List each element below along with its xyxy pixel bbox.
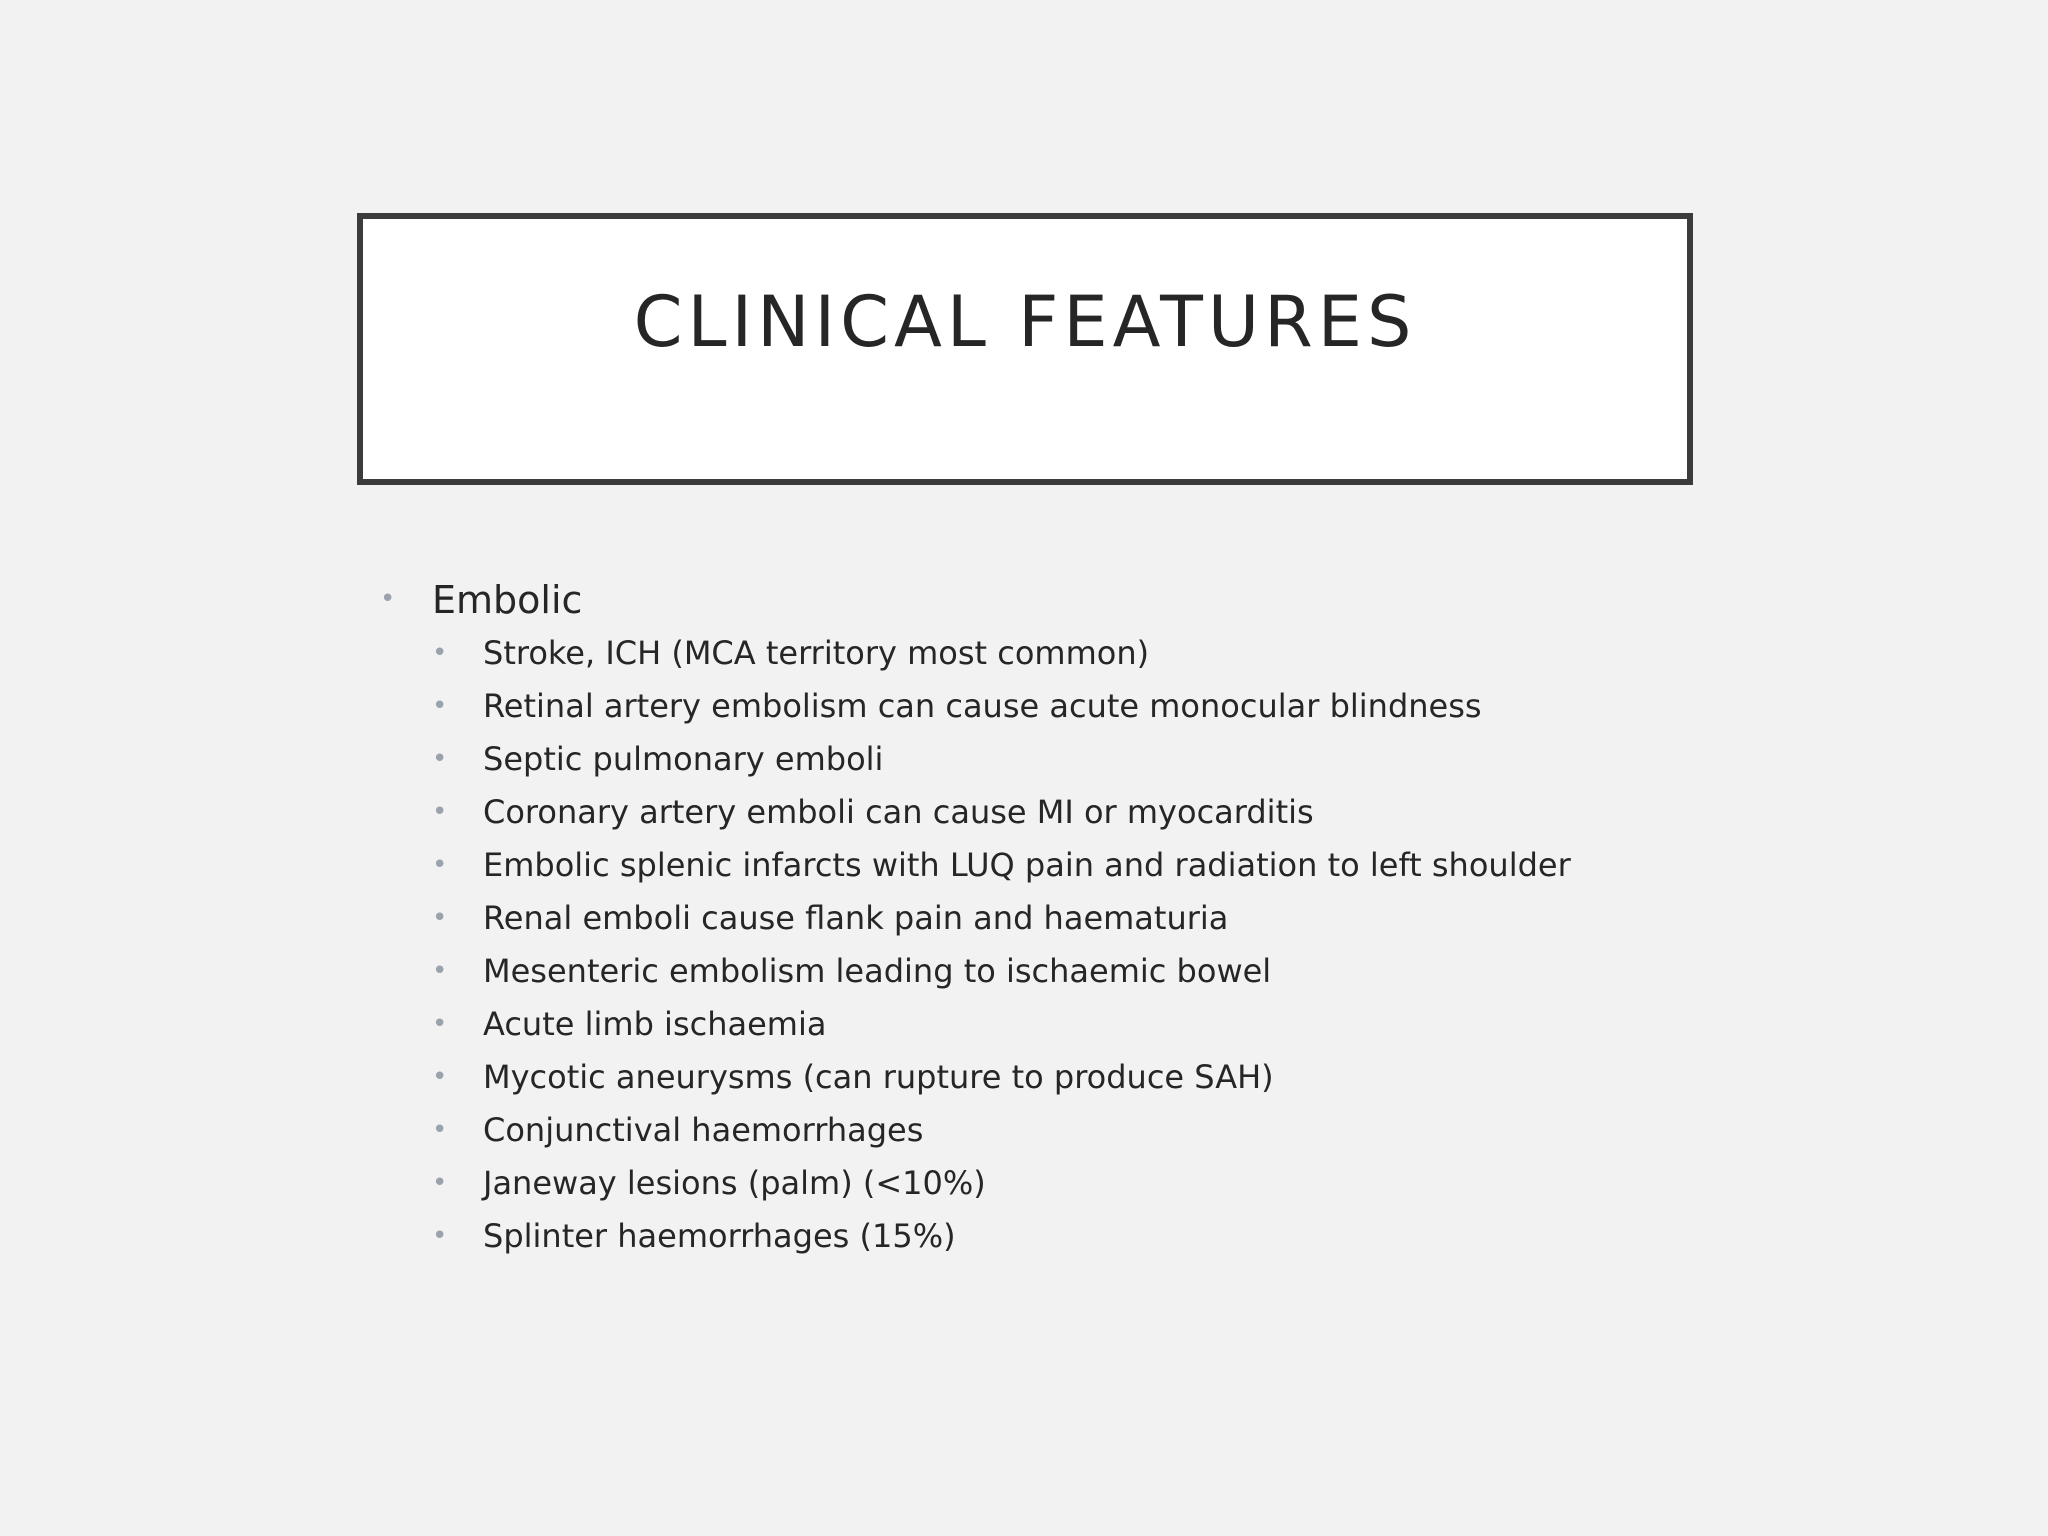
list-item (380, 734, 1780, 787)
title-box (357, 213, 1693, 485)
bullet-dot-icon: • (432, 1062, 448, 1092)
slide-title: CLINICAL FEATURES (633, 281, 1417, 363)
bullet-dot-icon: • (432, 903, 448, 933)
list-item (380, 999, 1780, 1052)
list-item-text: Janeway lesions (palm) (<10%) (483, 1164, 986, 1202)
list-item-text: Stroke, ICH (MCA territory most common) (483, 634, 1150, 672)
list-item-text: Acute limb ischaemia (483, 1005, 827, 1043)
bullet-dot-icon: • (432, 797, 448, 827)
bullet-dot-icon: • (432, 1168, 448, 1198)
sub-bullet-list (380, 628, 1780, 1264)
bullet-dot-icon: • (432, 1221, 448, 1251)
bullet-dot-icon: • (432, 638, 448, 668)
list-item (380, 1052, 1780, 1105)
list-item (380, 787, 1780, 840)
list-item-text: Renal emboli cause flank pain and haematuria (483, 899, 1229, 937)
bullet-dot-icon: • (380, 584, 396, 614)
bullet-dot-icon: • (432, 956, 448, 986)
list-item (380, 681, 1780, 734)
list-item-text: Retinal artery embolism can cause acute monocular blindness (483, 687, 1482, 725)
list-item (380, 946, 1780, 999)
list-item (380, 628, 1780, 681)
bullet-dot-icon: • (432, 850, 448, 880)
bullet-dot-icon: • (432, 1115, 448, 1145)
list-item-text: Embolic splenic infarcts with LUQ pain and radiation to left shoulder (483, 846, 1571, 884)
bullet-list (380, 572, 1780, 1264)
bullet-dot-icon: • (432, 744, 448, 774)
list-item-text: Splinter haemorrhages (15%) (483, 1217, 956, 1255)
list-item (380, 893, 1780, 946)
list-item-text: Mycotic aneurysms (can rupture to produce SAH) (483, 1058, 1274, 1096)
list-item (380, 1211, 1780, 1264)
main-bullet-text: Embolic (432, 578, 583, 622)
main-bullet-item (380, 572, 1780, 628)
bullet-dot-icon: • (432, 691, 448, 721)
list-item (380, 1158, 1780, 1211)
list-item-text: Septic pulmonary emboli (483, 740, 884, 778)
list-item-text: Conjunctival haemorrhages (483, 1111, 924, 1149)
bullet-dot-icon: • (432, 1009, 448, 1039)
list-item (380, 1105, 1780, 1158)
list-item-text: Coronary artery emboli can cause MI or myocarditis (483, 793, 1314, 831)
list-item (380, 840, 1780, 893)
list-item-text: Mesenteric embolism leading to ischaemic bowel (483, 952, 1272, 990)
